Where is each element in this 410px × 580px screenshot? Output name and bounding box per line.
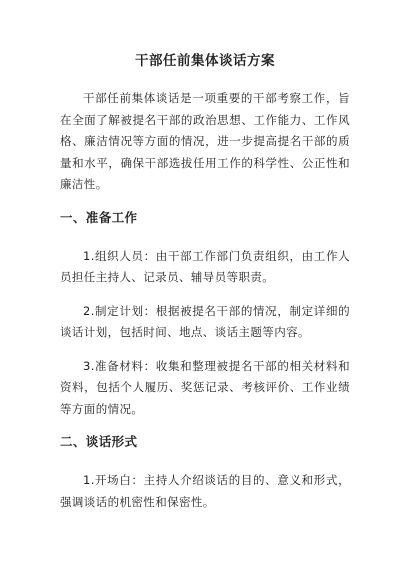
preparation-item-1: 1.组织人员：由干部工作部门负责组织，由工作人员担任主持人、记录员、辅导员等职责。: [60, 248, 350, 284]
preparation-item-3: 3.准备材料：收集和整理被提名干部的相关材料和资料，包括个人履历、奖惩记录、考核评价、工作业绩等方面的情况。: [60, 358, 350, 416]
section-heading-format: 二、谈话形式: [60, 434, 138, 449]
preparation-item-2: 2.制定计划：根据被提名干部的情况，制定详细的谈话计划，包括时间、地点、谈话主题等内容。: [60, 303, 350, 339]
format-item-1: 1.开场白：主持人介绍谈话的目的、意义和形式，强调谈话的机密性和保密性。: [60, 473, 350, 509]
intro-paragraph: 干部任前集体谈话是一项重要的干部考察工作，旨在全面了解被提名干部的政治思想、工作能力、工作风格、廉洁情况等方面的情况，进一步提高提名干部的质量和水平，确保干部选拔任用工作的科学性、公正性和廉洁性。: [60, 91, 350, 191]
section-heading-preparation: 一、准备工作: [60, 209, 138, 225]
document-title: 干部任前集体谈话方案: [135, 53, 275, 69]
